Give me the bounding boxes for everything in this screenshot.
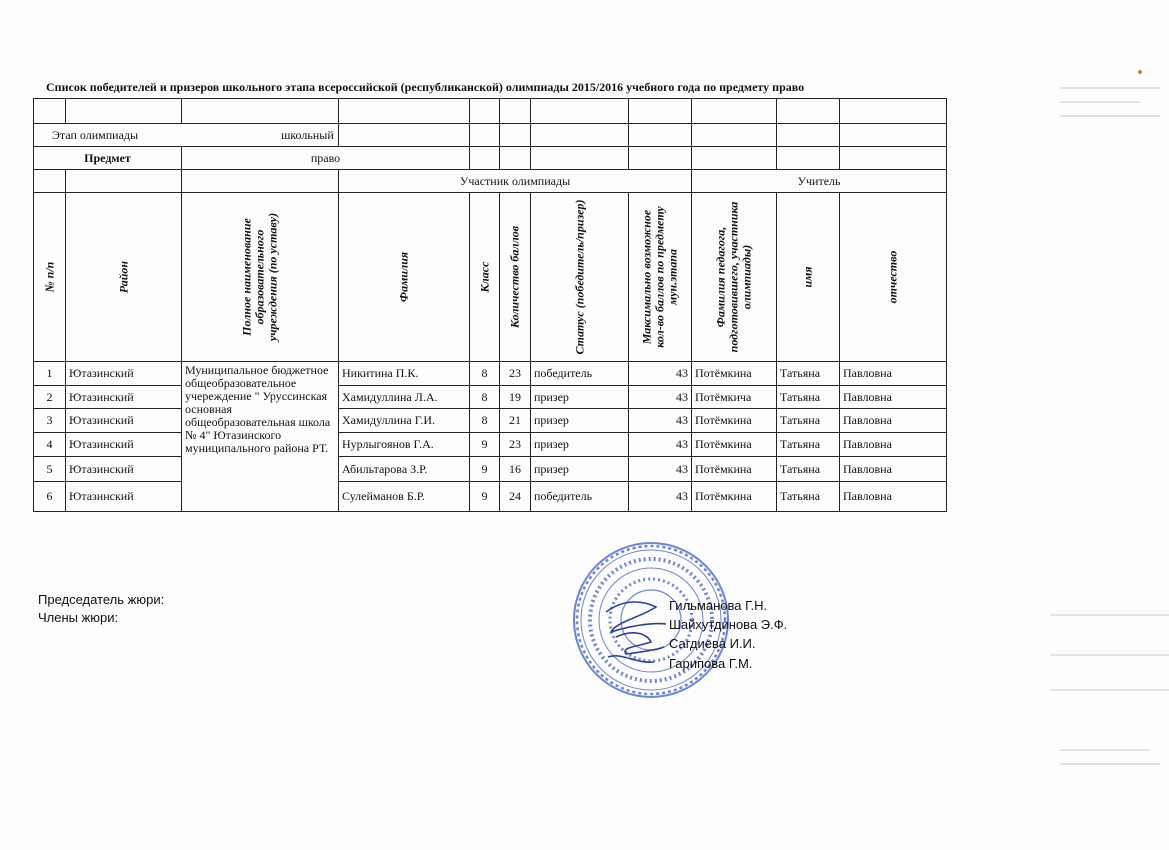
group-row <box>34 170 947 193</box>
subject-value: право <box>182 147 470 170</box>
jury-chair-label: Председатель жюри: <box>38 592 165 607</box>
stage-row <box>34 124 947 147</box>
jury-member-name: Гарипова Г.М. <box>669 656 753 671</box>
jury-member-name: Шайхутдинова Э.Ф. <box>669 617 788 632</box>
school-name: Муниципальное бюджетное общеобразовательное учереждение " Уруссинская основная общеобразовательная школа № 4" Ютазинского муниципального района РТ. <box>182 362 339 512</box>
col-header-surname: Фамилия <box>396 251 411 303</box>
signature-scribble <box>596 592 676 672</box>
col-header-grade: Класс <box>477 261 491 293</box>
col-header-max-score: Максимально возможное кол-во баллов по предмету мун.этапа <box>639 206 680 348</box>
table-row: 3 Ютазинский Хамидуллина Г.И. 8 21 призер 43 Потёмкина Татьяна Павловна <box>34 409 947 433</box>
table-row: 5 Ютазинский Абильтарова З.Р. 9 16 призер 43 Потёмкина Татьяна Павловна <box>34 457 947 482</box>
subject-row <box>34 147 947 170</box>
document-title: Список победителей и призеров школьного этапа всероссийской (республиканской) олимпиады 2015/2016 учебного года по предмету право <box>46 80 805 94</box>
jury-members-label: Члены жюри: <box>38 610 119 625</box>
stage-label: Этап олимпиады школьный <box>34 124 339 147</box>
col-header-score: Количество баллов <box>507 225 522 329</box>
participant-group-label: Участник олимпиады <box>339 170 692 193</box>
stage-value: школьный <box>281 127 334 142</box>
jury-member-name: Гильманова Г.Н. <box>669 598 768 613</box>
table-row: 2 Ютазинский Хамидуллина Л.А. 8 19 призер 43 Потёмкича Татьяна Павловна <box>34 386 947 409</box>
blank-row <box>34 99 947 124</box>
col-header-teacher-name: имя <box>800 266 815 288</box>
teacher-group-label: Учитель <box>692 170 947 193</box>
col-header-school: Полное наименование образовательного учреждения (по уставу) <box>239 212 280 342</box>
col-header-district: Район <box>116 260 130 294</box>
subject-label: Предмет <box>34 147 182 170</box>
col-header-number: № п/п <box>42 261 56 293</box>
table-row: 4 Ютазинский Нурлыгоянов Г.А. 9 23 призер 43 Потёмкина Татьяна Павловна <box>34 433 947 457</box>
col-header-teacher-patronymic: отчество <box>885 250 900 304</box>
scan-artifact <box>1050 70 1169 790</box>
col-header-status: Статус (победитель/призер) <box>572 199 586 355</box>
col-header-teacher-surname: Фамилия педагога, подготовившего, участника олимпиады) <box>713 201 754 353</box>
table-row: 6 Ютазинский Сулейманов Б.Р. 9 24 победитель 43 Потёмкина Татьяна Павловна <box>34 482 947 512</box>
jury-member-name: Сагдиева И.И. <box>669 636 756 651</box>
table-row: 1 Ютазинский Муниципальное бюджетное общеобразовательное учереждение " Уруссинская основная общеобразовательная школа № 4" Ютазинского муниципального района РТ. Никитина П.К. 8 23 победитель 43 Потёмкина Татьяна Павловна <box>34 362 947 386</box>
column-header-row <box>34 193 947 362</box>
results-table <box>33 98 947 512</box>
